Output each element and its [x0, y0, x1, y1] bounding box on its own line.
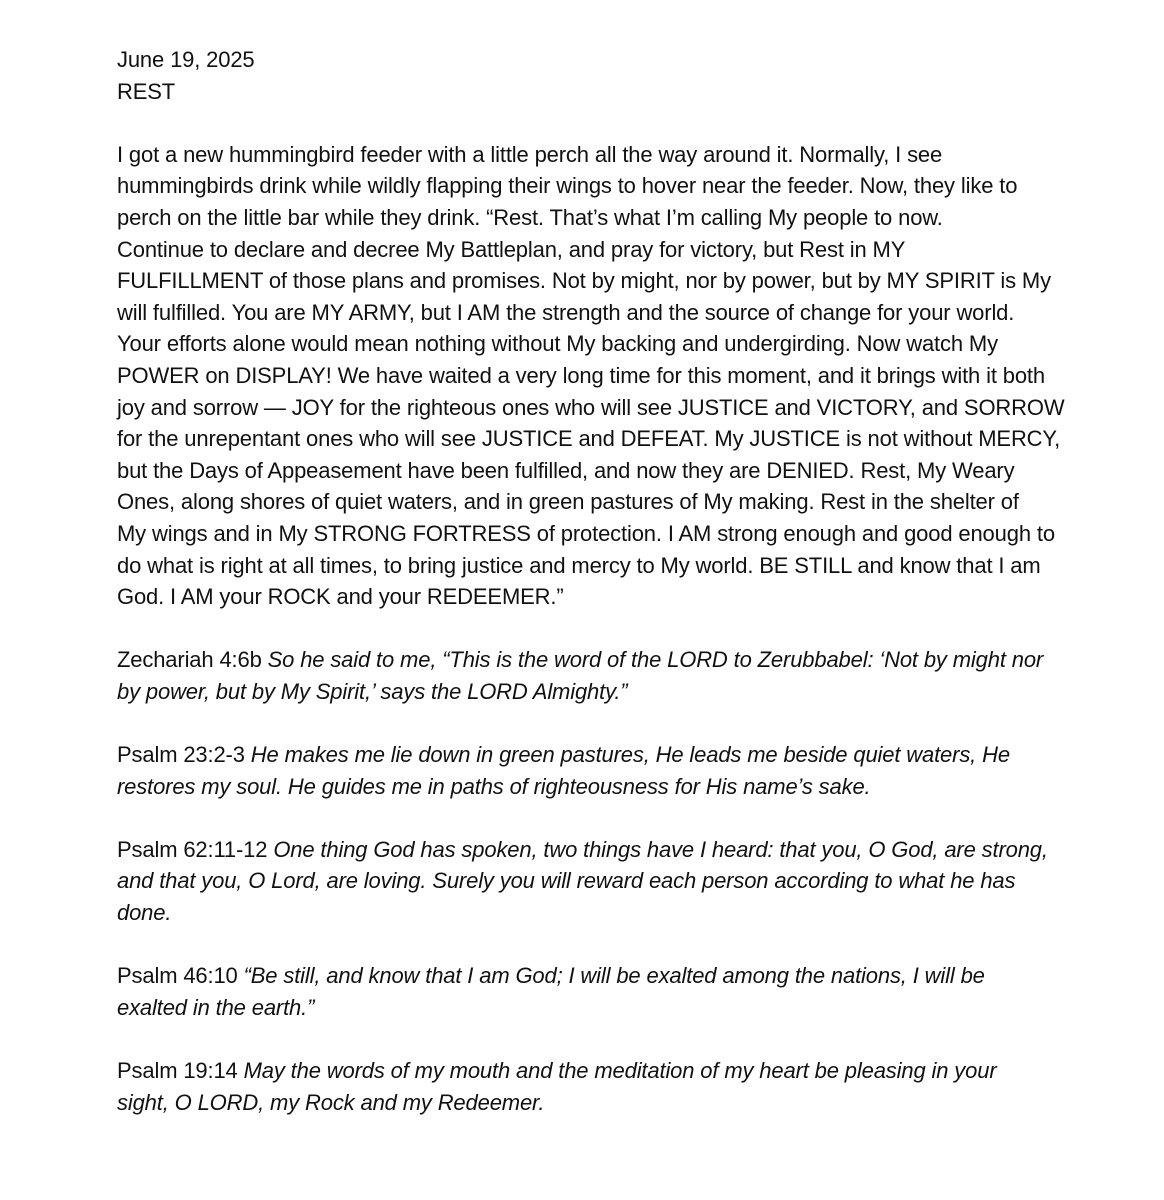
paragraph-line: perch on the little bar while they drink. “Rest. That’s what I’m calling My people to now. — [117, 204, 943, 230]
verse-zechariah-4-6b — [117, 644, 1117, 707]
paragraph-line: Your efforts alone would mean nothing without My backing and undergirding. Now watch My — [117, 331, 998, 357]
verse-line — [117, 834, 1117, 866]
verse-text: “Be still, and know that I am God; I will be exalted among the nations, I will be — [243, 963, 985, 989]
verse-text: done. — [117, 900, 172, 926]
verse-text: So he said to me, “This is the word of the LORD to Zerubbabel: ‘Not by might nor — [267, 647, 1044, 673]
paragraph-line: hummingbirds drink while wildly flapping their wings to hover near the feeder. Now, they like to — [117, 173, 1018, 199]
paragraph-line: FULFILLMENT of those plans and promises. Not by might, nor by power, but by MY SPIRIT is My — [117, 268, 1051, 294]
verse-reference: Psalm 19:14 — [117, 1058, 244, 1083]
paragraph-line: God. I AM your ROCK and your REDEEMER.” — [117, 584, 564, 610]
verse-text: sight, O LORD, my Rock and my Redeemer. — [117, 1089, 545, 1115]
verse-line — [117, 1055, 1117, 1087]
paragraph-spacer — [117, 707, 1117, 739]
paragraph-line: POWER on DISPLAY! We have waited a very long time for this moment, and it brings with it both — [117, 362, 1045, 388]
verse-text: and that you, O Lord, are loving. Surely you will reward each person according to what he has — [117, 868, 1016, 894]
verse-line — [117, 960, 1117, 992]
verse-text: May the words of my mouth and the meditation of my heart be pleasing in your — [243, 1058, 997, 1083]
document-date: June 19, 2025 — [117, 47, 255, 72]
paragraph-spacer — [117, 1023, 1117, 1055]
paragraph-line: joy and sorrow — JOY for the righteous ones who will see JUSTICE and VICTORY, and SORROW — [117, 394, 1065, 420]
paragraph-spacer — [117, 613, 1117, 645]
paragraph-line: My wings and in My STRONG FORTRESS of protection. I AM strong enough and good enough to — [117, 520, 1055, 546]
paragraph-spacer — [117, 802, 1117, 834]
paragraph-spacer — [117, 929, 1117, 961]
document-title: REST — [117, 78, 176, 104]
verse-text: He makes me lie down in green pastures, He leads me beside quiet waters, He — [250, 742, 1010, 768]
document-page — [117, 44, 1117, 1118]
verse-line — [117, 644, 1117, 676]
paragraph-spacer — [117, 107, 1117, 139]
verse-line — [117, 739, 1117, 771]
paragraph-line: do what is right at all times, to bring justice and mercy to My world. BE STILL and know that I am — [117, 552, 1041, 578]
verse-psalm-62-11-12 — [117, 834, 1117, 929]
verse-text: exalted in the earth.” — [117, 994, 315, 1020]
verse-text: One thing God has spoken, two things have I heard: that you, O God, are strong, — [273, 836, 1048, 862]
paragraph-line: will fulfilled. You are MY ARMY, but I AM the strength and the source of change for your world. — [117, 299, 1015, 325]
paragraph-line: I got a new hummingbird feeder with a little perch all the way around it. Normally, I see — [117, 141, 943, 167]
paragraph-line: Ones, along shores of quiet waters, and in green pastures of My making. Rest in the shelter of — [117, 489, 1019, 515]
verse-psalm-46-10 — [117, 960, 1117, 1023]
message-paragraph — [117, 139, 1117, 613]
verse-reference: Psalm 62:11-12 — [117, 836, 274, 862]
verse-text: restores my soul. He guides me in paths of righteousness for His name’s sake. — [117, 773, 871, 799]
verse-psalm-19-14 — [117, 1055, 1117, 1118]
paragraph-line: for the unrepentant ones who will see JUSTICE and DEFEAT. My JUSTICE is not without MERCY, — [117, 426, 1061, 452]
verse-psalm-23-2-3 — [117, 739, 1117, 802]
paragraph-line: but the Days of Appeasement have been fulfilled, and now they are DENIED. Rest, My Weary — [117, 457, 1015, 483]
verse-reference: Zechariah 4:6b — [117, 647, 268, 673]
verse-reference: Psalm 46:10 — [117, 963, 244, 989]
paragraph-line: Continue to declare and decree My Battleplan, and pray for victory, but Rest in MY — [117, 236, 906, 262]
verse-text: by power, but by My Spirit,’ says the LORD Almighty.” — [117, 678, 628, 704]
verse-reference: Psalm 23:2-3 — [117, 742, 251, 768]
